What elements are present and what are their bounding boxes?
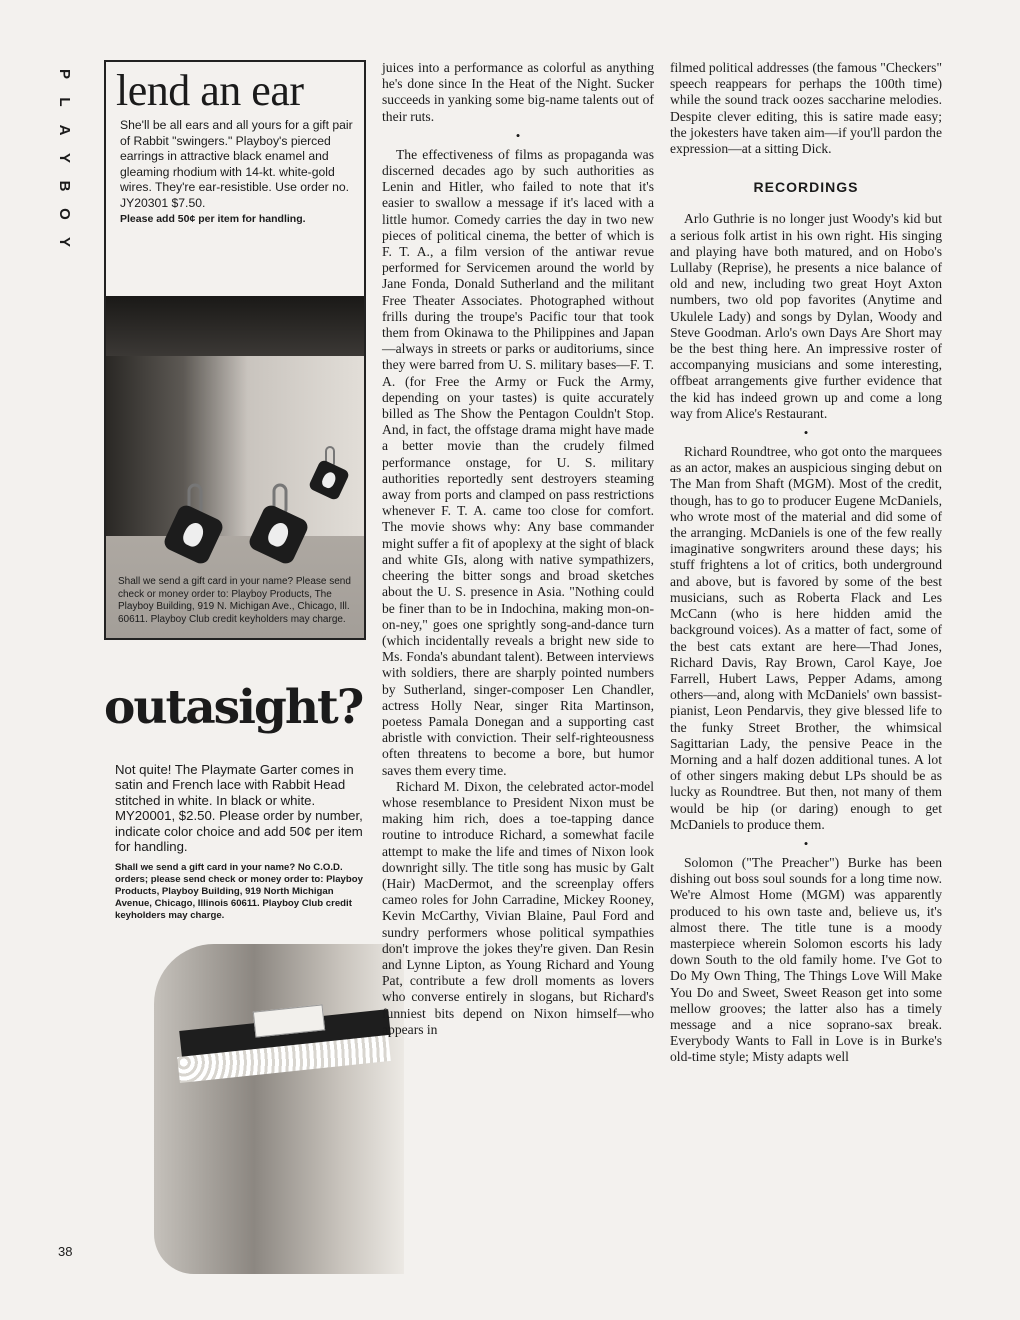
section-separator: •	[803, 835, 809, 851]
garter-ad-order-info: Shall we send a gift card in your name? No C.O.D. orders; please send check or money order to: Playboy Products, Playboy Building, 919 North Michigan Avenue, Chicago, Illinois 60611. Playboy Club credit keyholders may charge.	[115, 862, 363, 921]
earring-icon	[311, 446, 349, 496]
article-column-1	[382, 60, 654, 1038]
garter-ad-headline: outasight?	[104, 680, 363, 735]
article-paragraph: juices into a performance as colorful as anything he's done since In the Heat of the Night. Sucker succeeds in yanking some big-name talents out of their ruts.	[382, 60, 654, 124]
article-paragraph: filmed political addresses (the famous "Checkers" speech reappears for perhaps the 100th time) while the sound track oozes saccharine melodies. Despite clever editing, this is satire made easy; the jokesters have taken aim—if you'll pardon the expression—at a sitting Dick.	[670, 60, 942, 157]
earrings-ad	[104, 60, 366, 640]
article-paragraph: Richard Roundtree, who got onto the marquees as an actor, makes an auspicious singing debut on The Man from Shaft (MGM). Most of the credit, though, has to go to producer Eugene McDaniels, who wrote most of the material and did some of the arranging. McDaniels is one of the few really imaginative songwriters around these days; his stuff frightens a lot of critics, both underground and above, but is favored by some of the best musicians, such as Roberta Flack and Les McCann (who is here hidden amid the background voices). As a matter of fact, some of the best cats extant are here—Thad Jones, Richard Davis, Ray Brown, Carol Kaye, Joe Farrell, Hubert Laws, Pepper Adams, among others—and, along with McDaniels' own bassist-pianist, Leon Pendarvis, they give blessed life to the funky Street Brother, the whimsical Sagittarian Lady, the pensive Peace in the Morning and a half dozen additional tunes. A lot of other singers making debut LPs should be as lucky as Roundtree. But then, not many of them would be hip (or daring) enough to get McDaniels to produce them.	[670, 444, 942, 832]
earring-icon	[167, 484, 224, 559]
section-heading-recordings: RECORDINGS	[753, 179, 859, 196]
article-paragraph: Solomon ("The Preacher") Burke has been dishing out boss soul sounds for a long time now. We're Almost Home (MGM) was apparently produced to his own taste and, believe us, it's almost there. The title tune is a moody masterpiece wherein Solomon escorts his lady down South to the old family home. I've Got to Do My Own Thing, The Things Love Will Make You Do and Sweet, Sweet Reason get into some mellow grooves; the latter also has a timely message and a nice soprano-sax break. Everybody Wants to Fall in Love is in Burke's old-time style; Misty adapts well	[670, 854, 942, 1065]
leg-image	[154, 944, 404, 1274]
earrings-ad-headline: lend an ear	[116, 66, 304, 115]
model-hair-image	[106, 296, 364, 356]
magazine-name: P L A Y B O Y	[56, 68, 73, 247]
article-paragraph: Richard M. Dixon, the celebrated actor-model whose resemblance to President Nixon must be making him rich, does a toe-tapping dance routine to introduce Richard, a somewhat facile attempt to make the life and times of Nixon look downright silly. The title song has music by Galt (Hair) MacDermot, and the screenplay offers cameo roles for John Carradine, Mickey Rooney, Kevin McCarthy, Vivian Blaine, Paul Ford and sundry performers whose political sympathies don't improve the jokes they're given. Dan Resin and Lynne Lipton, as Young Richard and Young Pat, contribute a few droll moments as lovers who converse entirely in slogans, but Richard's funniest bits depend on Nixon himself—who appears in	[382, 778, 654, 1037]
article-paragraph: The effectiveness of films as propaganda was discerned decades ago by such authorities as Lenin and Hitler, who failed to note that it's easier to swallow a message if it's laced with a little humor. Comedy carries the day in two new pieces of political cinema, the better of which is F. T. A., a film version of the antiwar revue performed for Servicemen around the world by Jane Fonda, Donald Sutherland and the militant Free Theater Associates. Photographed without frills during the troupe's Pacific tour that took them from Okinawa to the Philippines and Japan—always in streets or parks or auditoriums, since they were barred from U. S. military bases—F. T. A. (for Free the Army or Fuck the Army, depending on your tastes) is quite accurately billed as The Show the Pentagon Couldn't Stop. And, in fact, the offstage drama might have made a better movie than the crudely filmed performance onstage, for U. S. military authorities reportedly sent destroyers steaming away from ports and clamped on pass restrictions whenever F. T. A. came too close for comfort. The movie shows why: Any base commander might suffer a fit of apoplexy at the sight of black and white GIs, along with native sympathizers, cheering the bitter songs and broad sketches about the U. S. presence in Asia. "Nothing could be finer than to be in Indochina, making mon-on-on-ney," goes one sprightly song-and-dance turn (which incidentally reveals a bright new side to Ms. Fonda's abundant talent). Between interviews with soldiers, there are sharply pointed numbers by Sutherland, singer-composer Len Chandler, actress Holly Near, singer Rita Martinson, poetess Pamala Donegan and a supporting cast abristle with conviction. Their self-righteousness often threatens to become a bore, but humor saves them every time.	[382, 146, 654, 778]
earrings-ad-note: Please add 50¢ per item for handling.	[120, 213, 306, 225]
section-separator: •	[515, 127, 521, 143]
earrings-photo	[106, 296, 364, 640]
garter-photo	[104, 944, 366, 1274]
section-separator: •	[803, 425, 809, 441]
model-face-image	[106, 296, 364, 536]
earrings-ad-order-info: Shall we send a gift card in your name? Please send check or money order to: Playboy Products, The Playboy Building, 919 N. Michigan Ave., Chicago, Ill. 60611. Playboy Club credit keyholders may charge.	[118, 576, 351, 625]
page-number: 38	[58, 1244, 73, 1259]
article-column-2	[670, 60, 942, 1066]
article-paragraph: Arlo Guthrie is no longer just Woody's kid but a serious folk artist in his own right. His singing and playing have both matured, and on Hobo's Lullaby (Reprise), he presents a nice balance of old and new, including two great Hoyt Axton numbers, two old pop favorites (Anytime and Ukulele Lady) and songs by Dylan, Woody and Steve Goodman. Arlo's own Days Are Short may be the best thing here. An impressive roster of accompanying musicians and some interesting, offbeat arrangements give further evidence that the kid has indeed grown up and come a long way from Alice's Restaurant.	[670, 211, 942, 421]
garter-ad-copy: Not quite! The Playmate Garter comes in satin and French lace with Rabbit Head stitched in white. In black or white. MY20001, $2.50. Please order by number, indicate color choice and add 50¢ per item for handling.	[115, 762, 363, 855]
earring-icon	[252, 484, 309, 559]
earrings-ad-copy: She'll be all ears and all yours for a gift pair of Rabbit "swingers." Playboy's pierced earrings in attractive black enamel and gleaming rhodium with 14-kt. white-gold wires. They're ear-resistible. Use order no. JY20301 $7.50.	[120, 118, 353, 210]
